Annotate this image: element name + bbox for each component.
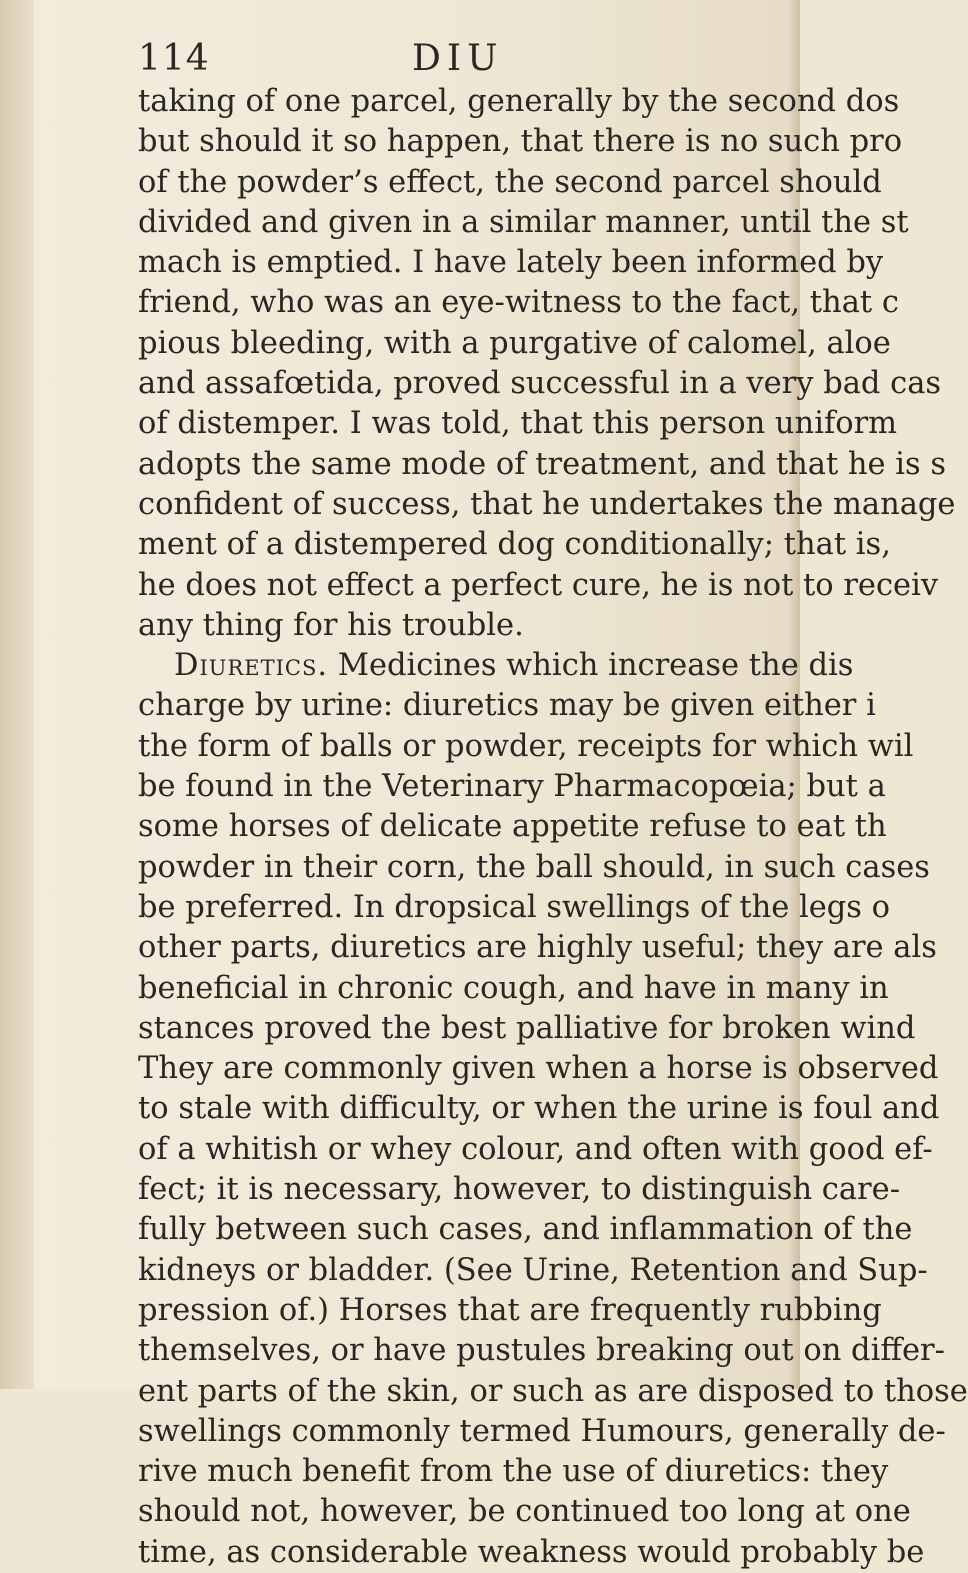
text-line: powder in their corn, the ball should, in such cases: [138, 849, 930, 885]
text-line: They are commonly given when a horse is observed: [138, 1051, 939, 1087]
text-line: taking of one parcel, generally by the second dos: [138, 84, 900, 119]
text-line: of distemper. I was told, that this person uniform: [138, 406, 898, 442]
text-line: adopts the same mode of treatment, and that he is s: [138, 446, 947, 482]
text-line: be preferred. In dropsical swellings of the legs o: [138, 889, 891, 925]
text-line: the form of balls or powder, receipts for which wil: [138, 728, 914, 764]
body-text: [138, 82, 968, 1573]
text-line: divided and given in a similar manner, until the st: [138, 204, 909, 240]
text-line: ent parts of the skin, or such as are disposed to those: [138, 1373, 968, 1409]
text-line: time, as considerable weakness would probably be: [138, 1534, 925, 1570]
text-line: be found in the Veterinary Pharmacopœia; but a: [138, 769, 886, 805]
text-line: stances proved the best palliative for broken wind: [138, 1010, 916, 1046]
entry-line: [138, 646, 854, 686]
text-line: but should it so happen, that there is no such pro: [138, 124, 903, 160]
text-line: swellings commonly termed Humours, generally de-: [138, 1413, 946, 1449]
page-gutter: [0, 0, 34, 1389]
text-line: fully between such cases, and inflammation of the: [138, 1212, 913, 1248]
entry-headword: Diuretics.: [174, 648, 329, 684]
text-line: and assafœtida, proved successful in a very bad cas: [138, 366, 942, 402]
text-line: to stale with difficulty, or when the urine is foul and: [138, 1091, 940, 1127]
text-line: pression of.) Horses that are frequently rubbing: [138, 1292, 882, 1328]
text-line: other parts, diuretics are highly useful; they are als: [138, 930, 937, 966]
text-line: themselves, or have pustules breaking out on differ-: [138, 1333, 945, 1369]
page-header: [0, 38, 800, 78]
text-line: rive much benefit from the use of diuretics: they: [138, 1454, 889, 1490]
text-line: kidneys or bladder. (See Urine, Retention and Sup-: [138, 1252, 928, 1288]
text-line: confident of success, that he undertakes the manage: [138, 486, 956, 522]
text-line: mach is emptied. I have lately been informed by: [138, 245, 884, 281]
entry-text: Medicines which increase the dis: [337, 648, 854, 684]
text-line: fect; it is necessary, however, to distinguish care-: [138, 1172, 900, 1208]
page-number: 114: [138, 38, 210, 79]
text-line: of a whitish or whey colour, and often with good ef-: [138, 1131, 933, 1167]
text-line: beneficial in chronic cough, and have in many in: [138, 970, 889, 1006]
text-line: of the powder’s effect, the second parcel should: [138, 164, 882, 200]
text-line: pious bleeding, with a purgative of calomel, aloe: [138, 325, 891, 361]
running-head: DIU: [412, 38, 504, 79]
text-line: ment of a distempered dog conditionally; that is,: [138, 527, 891, 563]
text-line: charge by urine: diuretics may be given either i: [138, 688, 876, 724]
text-line: he does not effect a perfect cure, he is not to receiv: [138, 567, 939, 603]
text-line: some horses of delicate appetite refuse to eat th: [138, 809, 887, 845]
text-line: any thing for his trouble.: [138, 607, 524, 643]
text-line: friend, who was an eye-witness to the fact, that c: [138, 285, 899, 321]
text-line: should not, however, be continued too long at one: [138, 1494, 911, 1530]
